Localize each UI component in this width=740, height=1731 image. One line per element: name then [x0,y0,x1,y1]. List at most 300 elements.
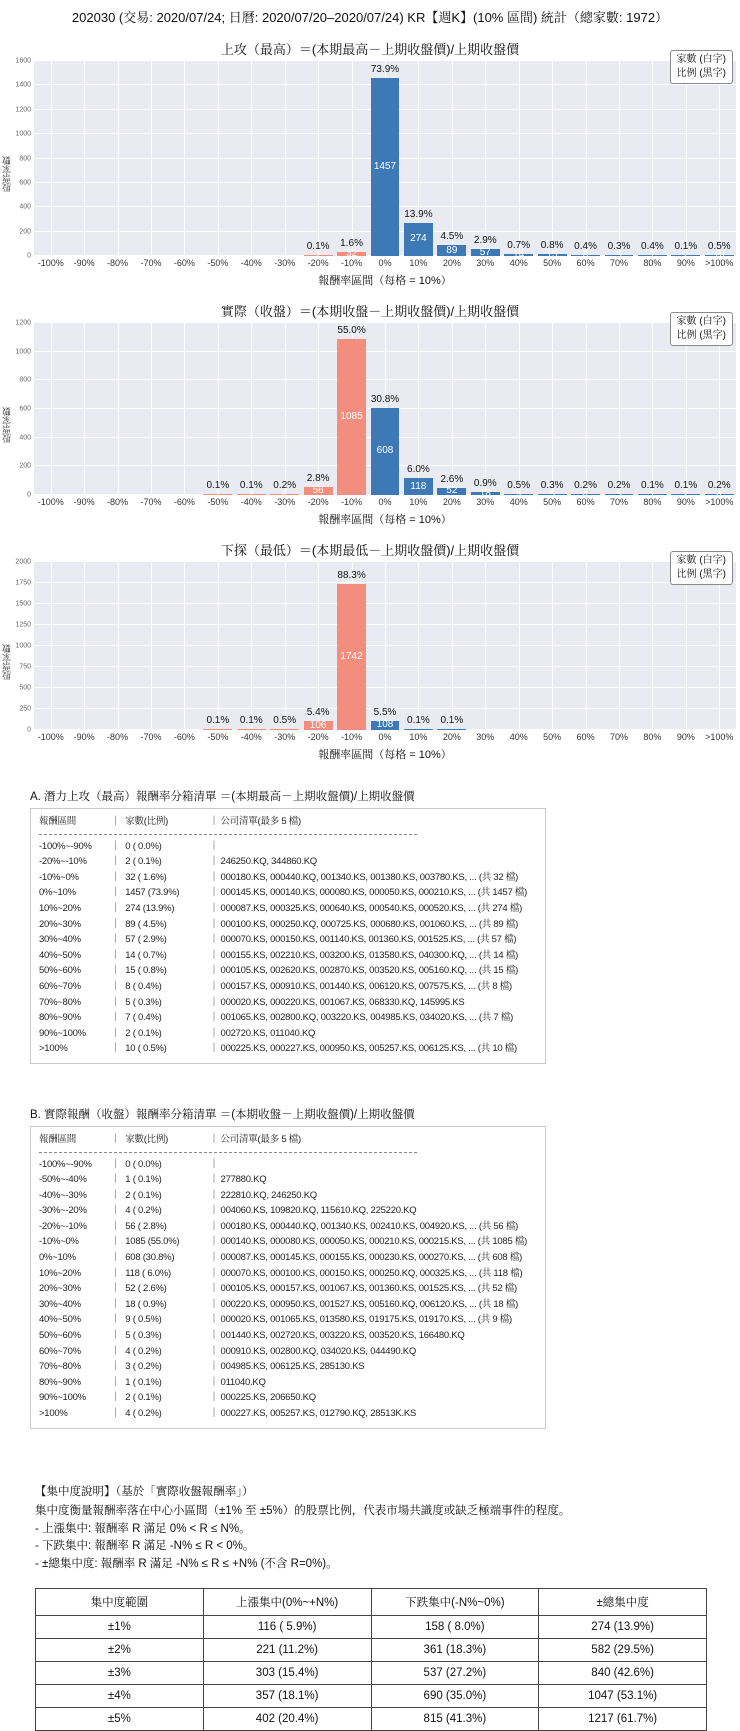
histogram-bar [337,584,366,730]
x-axis-label: 報酬率區間（每格 = 10%） [318,514,452,526]
listing-row [39,1390,537,1406]
gridline-vertical [485,323,486,495]
gridline-vertical [552,61,553,256]
bar-count-label: 56 [312,484,324,496]
column-separator: ｜ [209,1174,219,1186]
x-axis [34,495,736,508]
listing-range: 80%~90% [39,1012,81,1024]
listing-count: 4 ( 0.2%) [125,1205,162,1217]
concentration-cell: 221 (11.2%) [203,1639,371,1662]
listing-range: -100%~-90% [39,1158,92,1170]
gridline-vertical [519,562,520,730]
listing-count: 57 ( 2.9%) [125,934,167,946]
x-axis-label: 報酬率區間（每格 = 10%） [318,749,452,761]
bar-percent-label: 0.1% [641,480,664,491]
column-separator: ｜ [209,965,219,977]
bar-count-label: 57 [479,246,491,258]
bar-count-label: 3 [616,488,622,500]
gridline-vertical [418,562,419,730]
listing-row [39,901,537,917]
chart-body [0,54,740,288]
x-axis-label: 報酬率區間（每格 = 10%） [318,275,452,287]
plot-column [34,316,740,527]
listing-companies: 000105.KS, 000157.KS, 001067.KS, 001360.KS, 001525.KS, ... (共 52 檔) [220,1283,517,1295]
column-separator: ｜ [209,816,219,827]
column-separator: ｜ [111,1189,121,1201]
listing-companies: 222810.KQ, 246250.KQ [220,1189,317,1201]
column-separator: ｜ [209,1392,219,1404]
gridline-vertical [619,61,620,256]
column-separator: ｜ [209,1220,219,1232]
column-separator: ｜ [111,965,121,977]
gridline-vertical [84,562,85,730]
x-tick-label: 30% [476,258,495,268]
listing-range: 20%~30% [39,1283,81,1295]
x-tick-label: 20% [442,732,461,742]
bar-count-label: 4 [716,488,723,500]
concentration-cell: 1047 (53.1%) [539,1685,707,1708]
concentration-cell: 402 (20.4%) [203,1708,371,1731]
x-tick-label: 80% [643,497,662,507]
x-tick-label: 80% [643,258,662,268]
listing-companies: 000087.KS, 000145.KS, 000155.KS, 000230.KS, 000270.KS, ... (共 608 檔) [220,1252,523,1264]
bar-percent-label: 55.0% [337,325,366,337]
concentration-cell: 1217 (61.7%) [539,1708,707,1731]
listing-header-row [39,814,537,830]
listing-count: 52 ( 2.6%) [125,1283,167,1295]
listing-row [39,1026,537,1042]
listing-range: >100% [39,1043,68,1055]
x-tick-label: 0% [378,258,392,268]
bar-percent-label: 0.2% [707,480,731,491]
bar-percent-label: 0.3% [607,241,631,252]
column-separator: ｜ [111,1345,121,1357]
y-tick-label: 1000 [15,348,31,356]
column-separator: ｜ [209,1133,219,1145]
legend-ratio-label: 比例 (黑字) [676,330,726,341]
bar-count-label: 2 [315,249,321,261]
listing-count: 1457 (73.9%) [125,887,180,899]
listing-row [39,995,537,1011]
concentration-bullet-down: - 下跌集中: 報酬率 R 滿足 -N% ≤ R < 0%。 [35,1540,255,1553]
x-tick-label: -90% [73,732,95,742]
column-separator: ｜ [111,816,121,827]
bar-count-label: 5 [616,249,622,261]
bar-percent-label: 0.2% [607,480,631,491]
x-tick-label: 60% [576,732,595,742]
listing-companies: 000020.KS, 000220.KS, 001067.KS, 068330.KQ, 145995.KS [220,996,465,1008]
gridline-vertical [184,61,185,256]
listing-range: 50%~60% [39,1330,81,1342]
listing-row [39,932,537,948]
listing-row [39,1010,537,1026]
bar-count-label: 274 [410,233,427,245]
column-separator: ｜ [111,1298,121,1310]
listing-count: 1 ( 0.1%) [125,1376,162,1388]
x-tick-label: -70% [140,732,162,742]
listing-range: -40%~-30% [39,1189,87,1201]
bar-percent-label: 0.1% [206,715,230,726]
column-separator: ｜ [111,1236,121,1248]
gridline-vertical [84,61,85,256]
gridline-vertical [519,323,520,495]
x-tick-label: 70% [609,258,629,268]
y-tick-label: 200 [19,228,31,236]
y-tick-label: 0 [27,726,31,734]
histogram-bar [304,721,333,730]
listing-section-title: B. 實際報酬（收盤）報酬率分箱清單 ＝(本期收盤－上期收盤價)/上期收盤價 [30,1108,415,1121]
y-axis [13,57,34,260]
bar-percent-label: 30.8% [370,393,400,405]
listing-companies: 000140.KS, 000080.KS, 000050.KS, 000210.KS, 000215.KS, ... (共 1085 檔) [220,1236,528,1248]
listing-count: 89 ( 4.5%) [125,918,167,930]
listing-section-title: A. 潛力上攻（最高）報酬率分箱清單 ＝(本期最高－上期收盤價)/上期收盤價 [30,791,415,803]
column-separator: ｜ [111,1158,121,1170]
x-tick-label: -100% [37,258,64,268]
histogram-bar [304,484,333,496]
column-separator: ｜ [111,1205,121,1217]
chart-body [0,555,740,762]
x-tick-label: 40% [509,258,528,268]
listing-row [39,1266,537,1282]
y-tick-label: 1000 [15,642,31,650]
listing-companies: 000020.KS, 001065.KS, 013580.KS, 019175.KS, 019170.KS, ... (共 9 檔) [220,1314,512,1326]
column-separator: ｜ [111,1133,121,1145]
bar-percent-label: 88.3% [337,569,366,581]
x-tick-label: -20% [307,258,329,268]
x-tick-label: -50% [207,258,229,268]
x-axis [34,730,736,743]
concentration-cell: 303 (15.4%) [203,1662,371,1685]
bar-count-label: 1 [649,488,656,500]
listing-companies: 000157.KS, 000910.KS, 001440.KS, 006120.KS, 007575.KS, ... (共 8 檔) [220,980,512,992]
bar-count-label: 1457 [373,161,397,173]
listing-range: 50%~60% [39,965,81,977]
listing-header-range: 報酬區間 [39,816,77,827]
concentration-cell: ±5% [36,1708,204,1731]
column-separator: ｜ [111,902,121,914]
x-tick-label: -100% [37,497,64,507]
column-separator: ｜ [111,840,121,852]
x-tick-label: -10% [341,497,363,507]
column-separator: ｜ [111,1252,121,1264]
column-separator: ｜ [111,1376,121,1388]
legend-count-label: 家數 (白字) [676,54,726,65]
x-tick-label: 50% [543,258,562,268]
listing-count: 3 ( 0.2%) [125,1361,162,1373]
gridline-vertical [452,61,453,256]
gridline-vertical [452,562,453,730]
y-tick-label: 800 [19,155,31,162]
column-separator: ｜ [111,934,121,946]
listing-companies: 000145.KS, 000140.KS, 000080.KS, 000050.KS, 000210.KS, ... (共 1457 檔) [220,887,528,899]
column-separator: ｜ [209,1345,219,1357]
listing-companies: 000180.KS, 000440.KQ, 001340.KS, 001380.KS, 003780.KS, ... (共 32 檔) [220,871,519,883]
column-separator: ｜ [209,902,219,914]
bar-percent-label: 0.1% [440,715,464,726]
histogram-bar [337,339,366,495]
bar-percent-label: 0.1% [306,241,330,252]
listing-range: 60%~70% [39,1345,81,1357]
x-tick-label: 10% [409,258,428,268]
column-separator: ｜ [209,856,219,868]
x-tick-label: -80% [107,258,129,268]
listing-header-companies: 公司清單(最多 5 檔) [220,816,301,827]
gridline-vertical [652,562,653,730]
column-separator: ｜ [111,1267,121,1279]
concentration-header-cell: 下跌集中(-N%~0%) [371,1589,539,1616]
listing-range: 70%~80% [39,996,81,1008]
listing-companies: 000227.KS, 005257.KS, 012790.KQ, 28513K.KS [220,1408,417,1419]
gridline-vertical [218,61,219,256]
listing-header-count: 家數(比例) [125,1133,169,1145]
listing-range: -20%~-10% [39,856,87,868]
bar-count-label: 108 [376,719,394,731]
column-separator: ｜ [111,1043,121,1055]
concentration-cell: 158 ( 8.0%) [371,1616,539,1639]
concentration-header-cell: 上漲集中(0%~+N%) [203,1589,371,1616]
y-tick-label: 400 [19,434,31,442]
y-tick-label: 1250 [15,621,31,629]
listing-row [39,885,537,901]
bar-percent-label: 2.9% [473,235,497,247]
concentration-cell: 690 (35.0%) [371,1685,539,1708]
bar-percent-label: 0.5% [507,479,531,491]
plot-column [34,555,740,762]
bar-percent-label: 0.1% [239,715,263,726]
x-tick-label: -90% [73,258,95,268]
listing-companies: 004985.KS, 006125.KS, 285130.KS [220,1361,365,1373]
column-separator: ｜ [209,1189,219,1201]
listing-count: 274 (13.9%) [125,902,175,914]
gridline-vertical [84,323,85,495]
listing-row [39,1219,537,1235]
listing-companies: 000087.KS, 000325.KS, 000640.KS, 000540.KS, 000520.KS, ... (共 274 檔) [220,902,523,914]
listing-range: 90%~100% [39,1027,86,1039]
listing-range: 20%~30% [39,918,81,930]
gridline-vertical [352,61,353,256]
column-separator: ｜ [209,1330,219,1342]
column-separator: ｜ [209,980,219,992]
column-separator: ｜ [111,949,121,961]
y-tick-label: 750 [19,663,31,671]
column-separator: ｜ [209,1252,219,1264]
x-tick-label: 0% [378,732,392,742]
y-axis-label: 股票家數 [2,407,12,443]
histogram-bar [371,721,400,730]
listing-companies: 011040.KQ [220,1376,266,1388]
y-tick-label: 0 [27,491,31,499]
gridline-vertical [285,323,286,495]
y-tick-label: 1750 [15,579,31,587]
listing-count: 8 ( 0.4%) [125,980,162,992]
gridline-vertical [619,323,620,495]
chart-legend [670,50,733,84]
listing-row [39,1297,537,1313]
x-tick-label: 90% [676,732,695,742]
concentration-cell: ±3% [36,1662,204,1685]
listing-companies: 000910.KS, 002800.KQ, 034020.KS, 044490.KQ [220,1345,417,1357]
bar-percent-label: 4.5% [440,231,464,243]
column-separator: ｜ [111,918,121,930]
listing-companies [221,839,537,855]
x-tick-label: -20% [307,732,329,742]
x-tick-label: -60% [173,258,195,268]
bar-count-label: 89 [446,244,458,256]
column-separator: ｜ [209,1283,219,1295]
listing-box [30,1126,546,1429]
gridline-vertical [586,562,587,730]
concentration-cell: 537 (27.2%) [371,1662,539,1685]
y-tick-label: 200 [19,462,31,470]
gridline-vertical [552,323,553,495]
x-tick-label: -70% [140,497,162,507]
dashed-divider [39,834,417,835]
listing-range: 30%~40% [39,1298,81,1310]
listing-row [39,1344,537,1360]
dashed-divider [39,1152,417,1153]
bar-percent-label: 0.8% [540,240,564,252]
listing-section [30,1106,546,1429]
listing-row [39,963,537,979]
gridline-vertical [519,61,520,256]
listing-range: -30%~-20% [39,1205,87,1217]
bar-count-label: 32 [345,248,358,260]
column-separator: ｜ [111,887,121,899]
bar-count-label: 18 [479,487,491,499]
listing-range: 0%~10% [39,887,76,899]
listing-row [39,1250,537,1266]
y-tick-label: 2000 [15,558,31,566]
bar-percent-label: 0.1% [407,715,430,726]
plot-area [34,316,736,500]
listing-companies: 000225.KS, 206650.KQ [220,1392,316,1404]
y-tick-label: 1500 [15,600,31,608]
plot-area [34,54,736,261]
x-tick-label: -70% [140,258,162,268]
y-tick-label: 250 [19,705,31,713]
chart-block [0,301,740,527]
concentration-cell: ±2% [36,1639,204,1662]
column-separator: ｜ [209,1298,219,1310]
listing-count: 14 ( 0.7%) [125,949,167,961]
concentration-row [36,1685,707,1708]
column-separator: ｜ [209,1158,219,1170]
column-separator: ｜ [209,1012,219,1024]
gridline-vertical [251,61,252,256]
column-separator: ｜ [111,1392,121,1404]
x-tick-label: -30% [274,497,296,507]
gridline-vertical [686,562,687,730]
bar-count-label: 4 [582,488,589,500]
listing-range: -50%~-40% [39,1174,87,1186]
bar-percent-label: 0.2% [574,480,597,491]
x-tick-label: 30% [476,732,495,742]
y-axis [13,558,34,734]
column-separator: ｜ [111,1012,121,1024]
listing-row [39,1406,537,1422]
listing-companies: 004060.KS, 109820.KQ, 115610.KQ, 225220.KQ [220,1205,417,1217]
listing-section [30,788,546,1064]
listing-row [39,839,537,855]
listing-range: 70%~80% [39,1361,81,1373]
listing-companies: 002720.KS, 011040.KQ [220,1027,316,1039]
y-tick-label: 800 [19,376,31,384]
listing-count: 2 ( 0.1%) [125,856,162,868]
gridline-vertical [719,323,720,495]
listing-count: 10 ( 0.5%) [125,1043,167,1055]
column-separator: ｜ [209,1314,219,1326]
gridline-vertical [285,562,286,730]
gridline-vertical [251,562,252,730]
x-tick-label: 80% [643,732,662,742]
bar-count-label: 106 [309,719,327,731]
x-tick-label: 40% [509,732,528,742]
column-separator: ｜ [209,1408,219,1419]
listing-range: 90%~100% [39,1392,86,1404]
gridline-vertical [619,562,620,730]
listing-count: 5 ( 0.3%) [125,1330,162,1342]
x-tick-label: 90% [676,497,695,507]
bar-percent-label: 5.4% [306,707,330,719]
column-separator: ｜ [111,1408,121,1419]
gridline-vertical [118,61,119,256]
y-tick-label: 1600 [15,57,31,65]
concentration-cell: 840 (42.6%) [539,1662,707,1685]
bar-count-label: 5 [549,488,555,500]
x-tick-label: 40% [509,497,528,507]
bar-percent-label: 2.6% [440,473,464,485]
x-tick-label: 50% [543,732,562,742]
gridline-vertical [686,61,687,256]
listing-count: 32 ( 1.6%) [125,871,167,883]
gridline-vertical [719,562,720,730]
bar-percent-label: 13.9% [404,208,433,220]
bar-count-label: 14 [513,249,525,261]
bar-percent-label: 0.5% [273,715,297,726]
x-tick-label: -50% [207,732,229,742]
bar-count-label: 15 [546,249,558,261]
x-tick-label: 30% [476,497,495,507]
column-separator: ｜ [111,1220,121,1232]
histogram-bar [404,478,433,495]
x-tick-label: -10% [341,258,363,268]
gridline-vertical [586,61,587,256]
concentration-cell: 274 (13.9%) [539,1616,707,1639]
listing-range: -10%~0% [39,1236,79,1248]
bar-percent-label: 5.5% [373,706,397,718]
concentration-header-cell: ±總集中度 [539,1589,707,1616]
listing-box [30,808,546,1064]
y-tick-label: 1200 [15,319,31,327]
y-axis-label: 股票家數 [2,644,12,680]
y-axis [13,319,34,499]
column-separator: ｜ [209,871,219,883]
gridline-vertical [118,562,119,730]
x-tick-label: -40% [240,732,262,742]
x-tick-label: >100% [705,258,734,268]
gridline-vertical [118,323,119,495]
listing-companies: 000220.KS, 000950.KS, 001527.KS, 005160.KQ, 006120.KS, ... (共 18 檔) [220,1298,519,1310]
gridline-vertical [385,562,386,730]
listing-range: 80%~90% [39,1376,81,1388]
bar-percent-label: 0.5% [707,240,731,252]
x-tick-label: 50% [543,497,562,507]
y-tick-label: 600 [19,405,31,413]
concentration-header-cell: 集中度範圍 [36,1589,204,1616]
listing-companies: 000070.KS, 000100.KS, 000150.KS, 000250.KQ, 000325.KS, ... (共 118 檔) [220,1267,523,1279]
gridline-vertical [686,323,687,495]
